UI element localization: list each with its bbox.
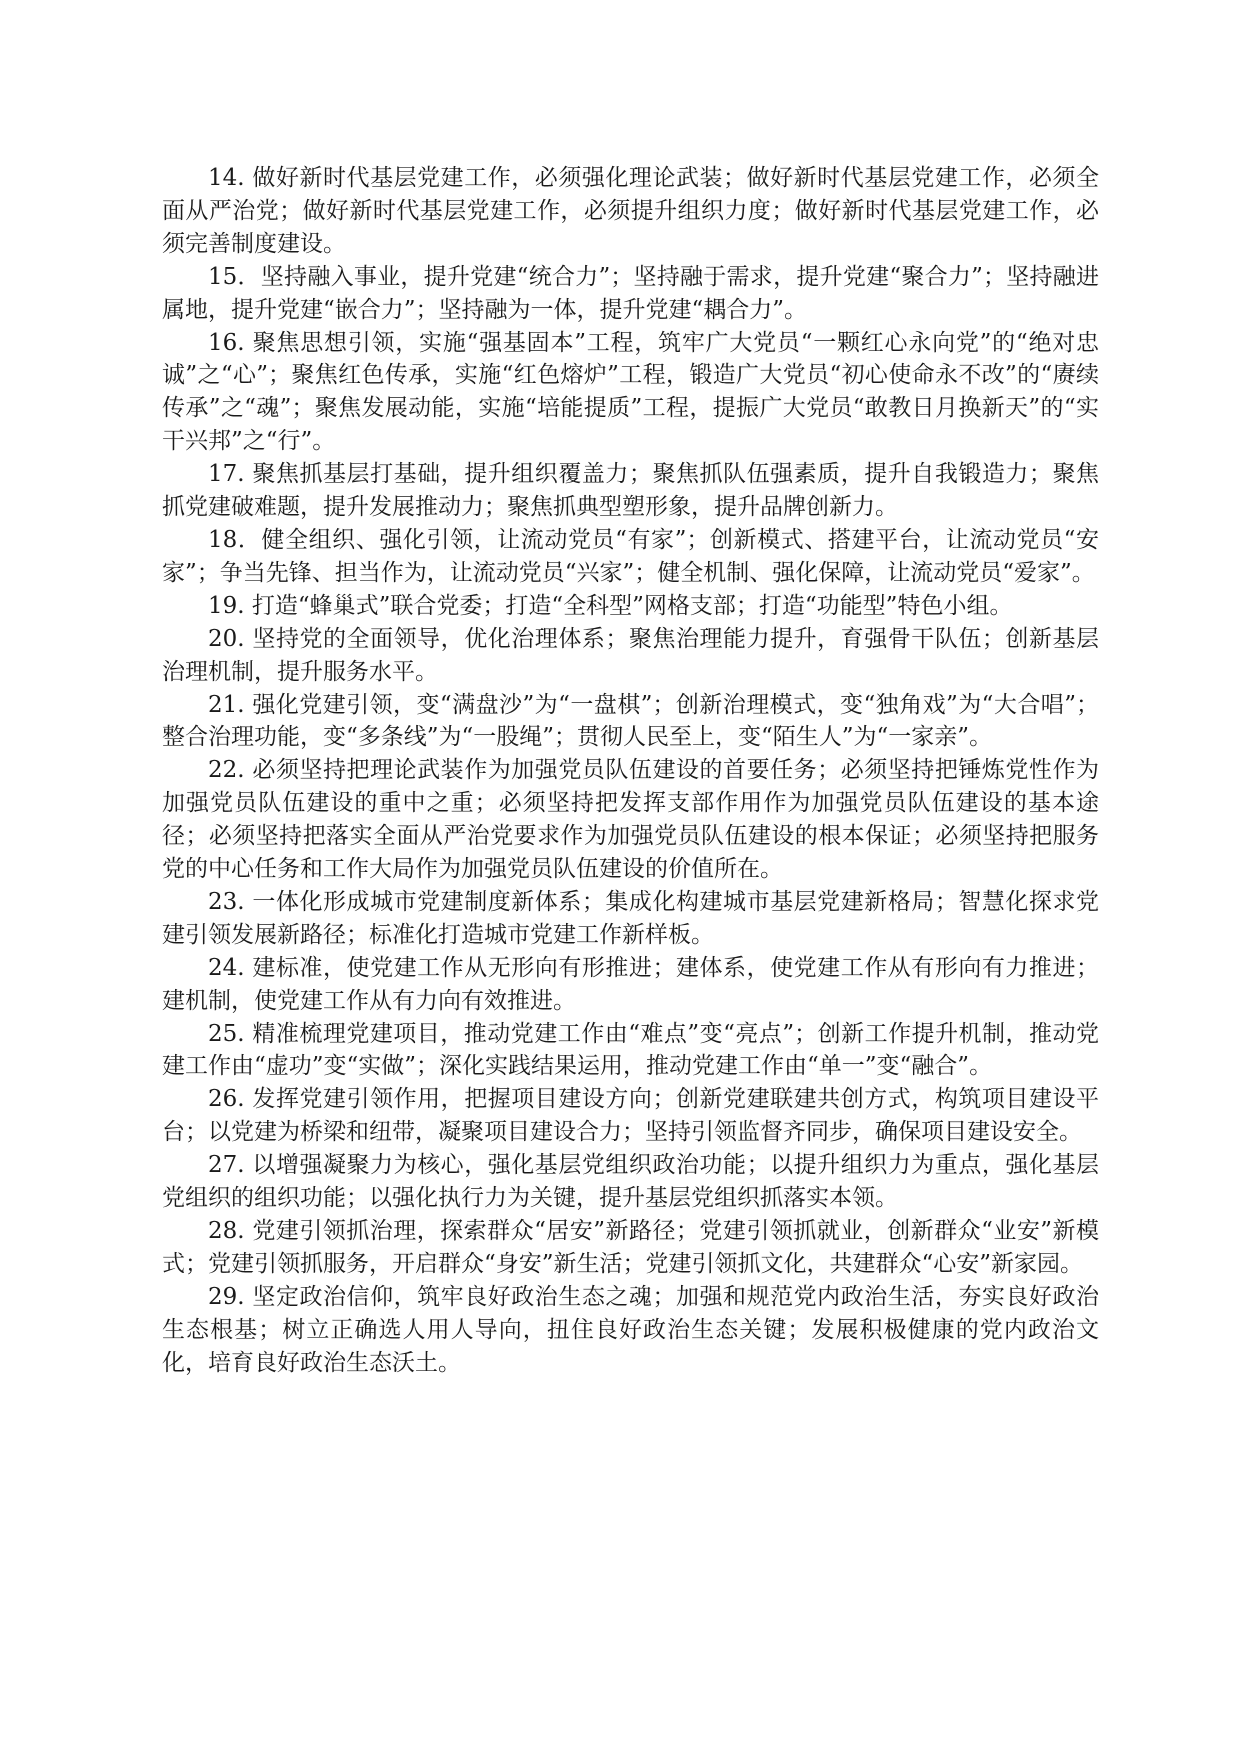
paragraph-22: 22. 必须坚持把理论武装作为加强党员队伍建设的首要任务；必须坚持把锤炼党性作为加强党员队伍建设的重中之重；必须坚持把发挥支部作用作为加强党员队伍建设的基本途径；必须坚持把落实全面从严治党要求作为加强党员队伍建设的根本保证；必须坚持把服务党的中心任务和工作大局作为加强党员队伍建设的价值所在。	[162, 757, 1099, 883]
paragraph-23: 23. 一体化形成城市党建制度新体系；集成化构建城市基层党建新格局；智慧化探求党建引领发展新路径；标准化打造城市党建工作新样板。	[162, 888, 1099, 948]
paragraph-19: 19. 打造“蜂巢式”联合党委；打造“全科型”网格支部；打造“功能型”特色小组。	[208, 592, 1013, 619]
paragraph-14: 14. 做好新时代基层党建工作，必须强化理论武装；做好新时代基层党建工作，必须全面从严治党；做好新时代基层党建工作，必须提升组织力度；做好新时代基层党建工作，必须完善制度建设。	[162, 165, 1099, 257]
paragraph-28: 28. 党建引领抓治理，探索群众“居安”新路径；党建引领抓就业，创新群众“业安”新模式；党建引领抓服务，开启群众“身安”新生活；党建引领抓文化，共建群众“心安”新家园。	[162, 1218, 1099, 1277]
paragraph-27: 27. 以增强凝聚力为核心，强化基层党组织政治功能；以提升组织力为重点，强化基层党组织的组织功能；以强化执行力为关键，提升基层党组织抓落实本领。	[162, 1152, 1099, 1212]
paragraph-26: 26. 发挥党建引领作用，把握项目建设方向；创新党建联建共创方式，构筑项目建设平台；以党建为桥梁和纽带，凝聚项目建设合力；坚持引领监督齐同步，确保项目建设安全。	[162, 1086, 1099, 1146]
paragraph-20: 20. 坚持党的全面领导，优化治理体系；聚焦治理能力提升，育强骨干队伍；创新基层治理机制，提升服务水平。	[162, 625, 1099, 685]
paragraph-21: 21. 强化党建引领，变“满盘沙”为“一盘棋”；创新治理模式，变“独角戏”为“大合唱”；整合治理功能，变“多条线”为“一股绳”；贯彻人民至上，变“陌生人”为“一家亲”。	[162, 691, 1099, 751]
paragraph-16: 16. 聚焦思想引领，实施“强基固本”工程，筑牢广大党员“一颗红心永向党”的“绝对忠诚”之“心”；聚焦红色传承，实施“红色熔炉”工程，锻造广大党员“初心使命永不改”的“赓续传承”之“魂”；聚焦发展动能，实施“培能提质”工程，提振广大党员“敢教日月换新天”的“实干兴邦”之“行”。	[162, 329, 1099, 455]
paragraph-29: 29. 坚定政治信仰，筑牢良好政治生态之魂；加强和规范党内政治生活，夯实良好政治生态根基；树立正确选人用人导向，扭住良好政治生态关键；发展积极健康的党内政治文化，培育良好政治生态沃土。	[162, 1283, 1099, 1376]
paragraph-18: 18．健全组织、强化引领，让流动党员“有家”；创新模式、搭建平台，让流动党员“安家”；争当先锋、担当作为，让流动党员“兴家”；健全机制、强化保障，让流动党员“爱家”。	[162, 526, 1099, 586]
paragraph-15: 15．坚持融入事业，提升党建“统合力”；坚持融于需求，提升党建“聚合力”；坚持融进属地，提升党建“嵌合力”；坚持融为一体，提升党建“耦合力”。	[162, 263, 1099, 323]
document-body	[162, 162, 1099, 1380]
paragraph-24: 24. 建标准，使党建工作从无形向有形推进；建体系，使党建工作从有形向有力推进；建机制，使党建工作从有力向有效推进。	[162, 954, 1099, 1014]
paragraph-17: 17. 聚焦抓基层打基础，提升组织覆盖力；聚焦抓队伍强素质，提升自我锻造力；聚焦抓党建破难题，提升发展推动力；聚焦抓典型塑形象，提升品牌创新力。	[162, 461, 1099, 521]
paragraph-25: 25. 精准梳理党建项目，推动党建工作由“难点”变“亮点”；创新工作提升机制，推动党建工作由“虚功”变“实做”；深化实践结果运用，推动党建工作由“单一”变“融合”。	[162, 1020, 1099, 1080]
